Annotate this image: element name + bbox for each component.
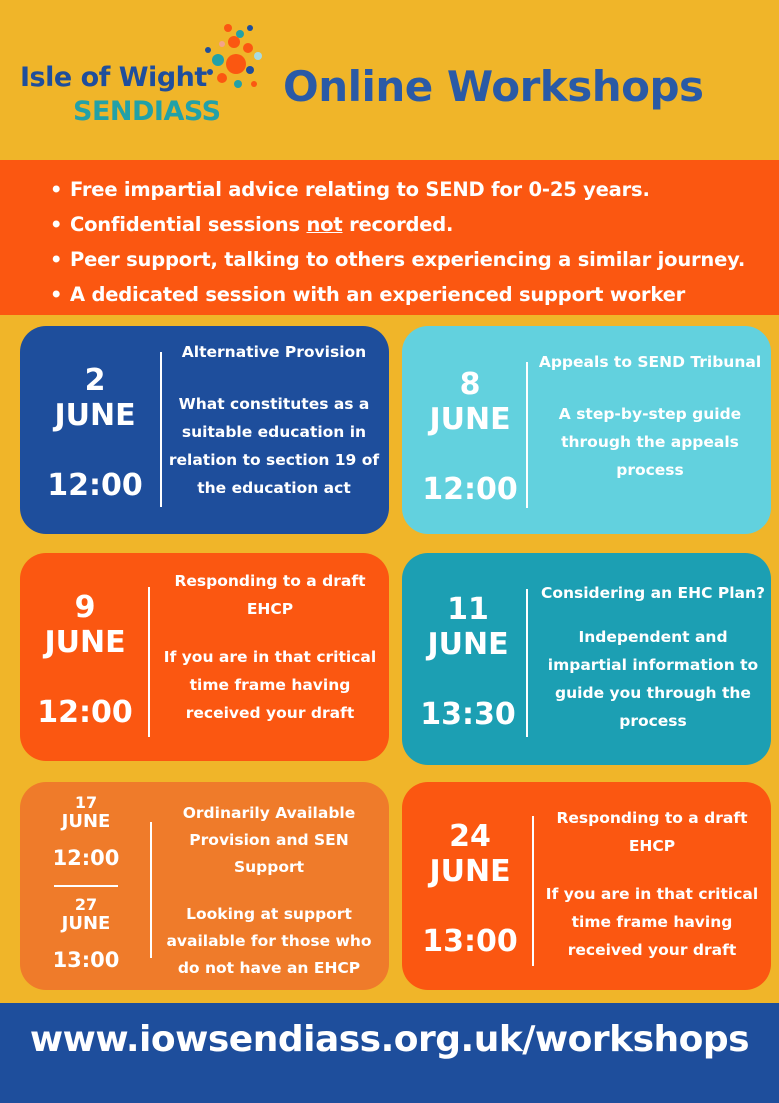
workshop-time: 13:00	[422, 924, 518, 959]
workshop-date-first	[34, 794, 138, 870]
workshop-month: JUNE	[54, 398, 136, 433]
divider	[150, 822, 152, 958]
workshop-title: Ordinarily Available Provision and SEN Support	[182, 804, 356, 876]
benefits-list	[50, 172, 745, 312]
workshop-card-ordinarily-available	[20, 782, 389, 990]
workshop-description: If you are in that critical time frame having received your draft	[545, 885, 759, 959]
benefit-item: • Confidential sessions not recorded.	[50, 207, 745, 242]
workshop-info	[166, 338, 382, 502]
workshop-info	[158, 567, 382, 727]
benefits-banner	[0, 160, 779, 315]
workshop-month: JUNE	[429, 402, 511, 437]
workshop-info	[538, 804, 766, 964]
workshop-card-appeals	[402, 326, 771, 534]
workshop-info	[534, 348, 766, 484]
workshop-month: JUNE	[427, 627, 509, 662]
workshop-date	[22, 591, 148, 731]
workshop-day: 17	[74, 793, 98, 812]
workshop-date	[406, 593, 530, 733]
workshop-date	[30, 364, 160, 504]
workshop-card-draft-ehcp	[20, 553, 389, 761]
date-divider	[54, 885, 118, 887]
workshop-month: JUNE	[44, 625, 126, 660]
benefit-item: • Peer support, talking to others experiencing a similar journey.	[50, 242, 745, 277]
benefit-item: • A dedicated session with an experienced support worker	[50, 277, 745, 312]
workshop-description: If you are in that critical time frame having received your draft	[163, 648, 377, 722]
workshop-time: 12:00	[47, 468, 143, 503]
workshop-title: Considering an EHC Plan?	[540, 584, 766, 602]
workshop-time: 12:00	[422, 472, 518, 507]
workshop-day: 11	[447, 592, 489, 627]
workshop-date	[406, 820, 534, 960]
workshop-title: Alternative Provision	[181, 343, 367, 361]
divider	[148, 587, 150, 737]
workshop-date	[406, 368, 534, 508]
header	[0, 0, 779, 160]
logo-text-isle-of-wight: Isle of Wight	[20, 62, 207, 93]
workshop-title: Responding to a draft EHCP	[174, 572, 366, 618]
workshop-time: 13:30	[420, 697, 516, 732]
workshop-month: JUNE	[61, 811, 111, 832]
workshop-day: 24	[449, 819, 491, 854]
page-title: Online Workshops	[283, 62, 704, 111]
workshop-title: Appeals to SEND Tribunal	[538, 353, 762, 371]
workshop-card-draft-ehcp-2	[402, 782, 771, 990]
workshop-info	[156, 800, 382, 982]
workshop-card-ehc-plan	[402, 553, 771, 765]
divider	[160, 352, 162, 507]
divider	[526, 589, 528, 737]
workshop-date-second	[34, 896, 138, 972]
workshop-day: 27	[74, 895, 98, 914]
website-link[interactable]: www.iowsendiass.org.uk/workshops	[29, 1019, 750, 1060]
workshop-month: JUNE	[61, 913, 111, 934]
benefit-item: • Free impartial advice relating to SEND for 0-25 years.	[50, 172, 745, 207]
workshop-day: 2	[84, 363, 106, 398]
footer	[0, 1003, 779, 1103]
workshop-description: A step-by-step guide through the appeals process	[558, 405, 742, 479]
workshop-day: 8	[459, 367, 481, 402]
workshop-time: 12:00	[52, 846, 120, 870]
emphasis-not: not	[306, 213, 343, 236]
divider	[532, 816, 534, 966]
workshop-time: 13:00	[52, 948, 120, 972]
workshop-time: 12:00	[37, 695, 133, 730]
divider	[526, 362, 528, 508]
workshop-day: 9	[74, 590, 96, 625]
workshop-card-alternative-provision	[20, 326, 389, 534]
workshop-description: Independent and impartial information to guide you through the process	[547, 628, 759, 730]
workshop-title: Responding to a draft EHCP	[556, 809, 748, 855]
workshop-month: JUNE	[429, 854, 511, 889]
workshop-description: What constitutes as a suitable education in relation to section 19 of the education act	[168, 395, 380, 497]
logo-text-sendiass: SENDIASS	[73, 96, 221, 127]
workshop-description: Looking at support available for those who do not have an EHCP	[166, 905, 372, 977]
workshop-info	[538, 579, 768, 735]
